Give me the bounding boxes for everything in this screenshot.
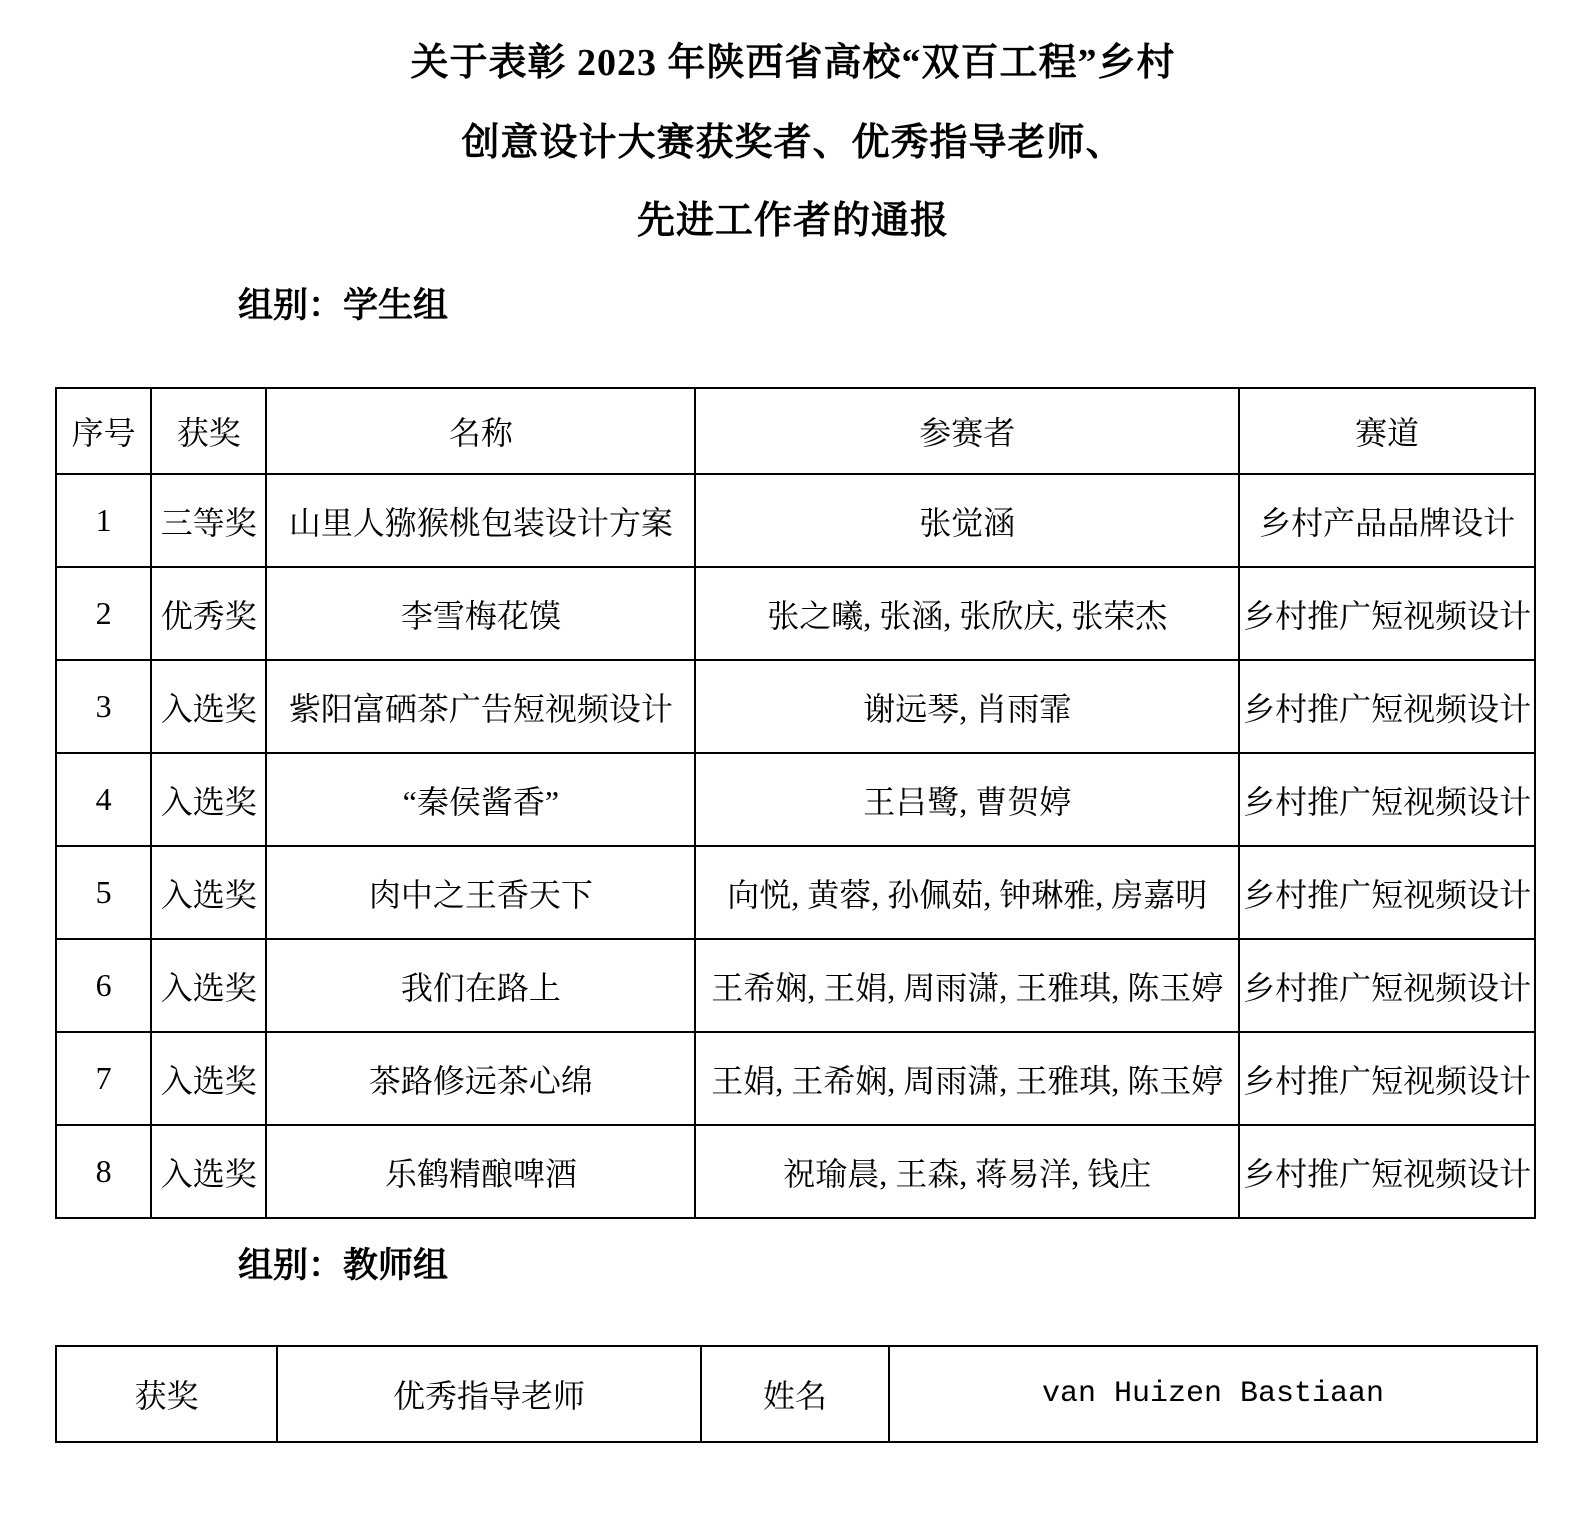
student-table-row	[56, 474, 1535, 567]
cell-track: 乡村推广短视频设计	[1239, 846, 1535, 939]
cell-track: 乡村推广短视频设计	[1239, 567, 1535, 660]
cell-no: 7	[56, 1032, 151, 1125]
cell-track: 乡村推广短视频设计	[1239, 660, 1535, 753]
column-header-award: 获奖	[151, 388, 266, 474]
cell-award: 优秀奖	[151, 567, 266, 660]
cell-track: 乡村推广短视频设计	[1239, 1125, 1535, 1218]
teacher-name-value-cell: van Huizen Bastiaan	[889, 1346, 1537, 1442]
student-table-row	[56, 753, 1535, 846]
student-table-row	[56, 567, 1535, 660]
cell-name: 乐鹤精酿啤酒	[266, 1125, 695, 1218]
page-title-line-3: 先进工作者的通报	[636, 200, 949, 242]
cell-name: 我们在路上	[266, 939, 695, 1032]
cell-award: 三等奖	[151, 474, 266, 567]
cell-participants: 向悦, 黄蓉, 孙佩茹, 钟琳雅, 房嘉明	[695, 846, 1239, 939]
group-label-student: 组别：学生组	[238, 286, 449, 325]
cell-no: 6	[56, 939, 151, 1032]
cell-award: 入选奖	[151, 753, 266, 846]
cell-participants: 张觉涵	[695, 474, 1239, 567]
cell-track: 乡村推广短视频设计	[1239, 939, 1535, 1032]
cell-track: 乡村推广短视频设计	[1239, 753, 1535, 846]
teacher-name-label-cell: 姓名	[701, 1346, 889, 1442]
cell-no: 1	[56, 474, 151, 567]
column-header-no: 序号	[56, 388, 151, 474]
student-table-row	[56, 939, 1535, 1032]
page-title-line-1: 关于表彰 2023 年陕西省高校“双百工程”乡村	[410, 42, 1176, 84]
cell-name: 肉中之王香天下	[266, 846, 695, 939]
column-header-name: 名称	[266, 388, 695, 474]
column-header-track: 赛道	[1239, 388, 1535, 474]
teacher-awards-table	[55, 1345, 1538, 1443]
group-label-teacher: 组别：教师组	[238, 1246, 449, 1285]
cell-participants: 王吕鹭, 曹贺婷	[695, 753, 1239, 846]
cell-name: 山里人猕猴桃包装设计方案	[266, 474, 695, 567]
page-title-line-2: 创意设计大赛获奖者、优秀指导老师、	[461, 122, 1125, 164]
column-header-participants: 参赛者	[695, 388, 1239, 474]
document-page	[0, 42, 1586, 1529]
student-table-row	[56, 1032, 1535, 1125]
cell-participants: 王娟, 王希娴, 周雨潇, 王雅琪, 陈玉婷	[695, 1032, 1239, 1125]
student-table-row	[56, 846, 1535, 939]
cell-no: 8	[56, 1125, 151, 1218]
cell-name: 紫阳富硒茶广告短视频设计	[266, 660, 695, 753]
student-awards-table	[55, 387, 1536, 1219]
cell-award: 入选奖	[151, 1125, 266, 1218]
cell-name: 李雪梅花馍	[266, 567, 695, 660]
student-table-row	[56, 660, 1535, 753]
teacher-award-title-cell: 优秀指导老师	[277, 1346, 701, 1442]
cell-no: 2	[56, 567, 151, 660]
cell-no: 3	[56, 660, 151, 753]
cell-name: 茶路修远茶心绵	[266, 1032, 695, 1125]
teacher-award-header-cell: 获奖	[56, 1346, 277, 1442]
cell-participants: 谢远琴, 肖雨霏	[695, 660, 1239, 753]
cell-award: 入选奖	[151, 939, 266, 1032]
student-table-header-row	[56, 388, 1535, 474]
teacher-table-row	[56, 1346, 1537, 1442]
cell-award: 入选奖	[151, 660, 266, 753]
cell-no: 4	[56, 753, 151, 846]
cell-no: 5	[56, 846, 151, 939]
student-table-row	[56, 1125, 1535, 1218]
cell-participants: 祝瑜晨, 王森, 蒋易洋, 钱庄	[695, 1125, 1239, 1218]
cell-name: “秦侯酱香”	[266, 753, 695, 846]
cell-award: 入选奖	[151, 1032, 266, 1125]
cell-participants: 王希娴, 王娟, 周雨潇, 王雅琪, 陈玉婷	[695, 939, 1239, 1032]
cell-award: 入选奖	[151, 846, 266, 939]
cell-track: 乡村推广短视频设计	[1239, 1032, 1535, 1125]
cell-track: 乡村产品品牌设计	[1239, 474, 1535, 567]
cell-participants: 张之曦, 张涵, 张欣庆, 张荣杰	[695, 567, 1239, 660]
